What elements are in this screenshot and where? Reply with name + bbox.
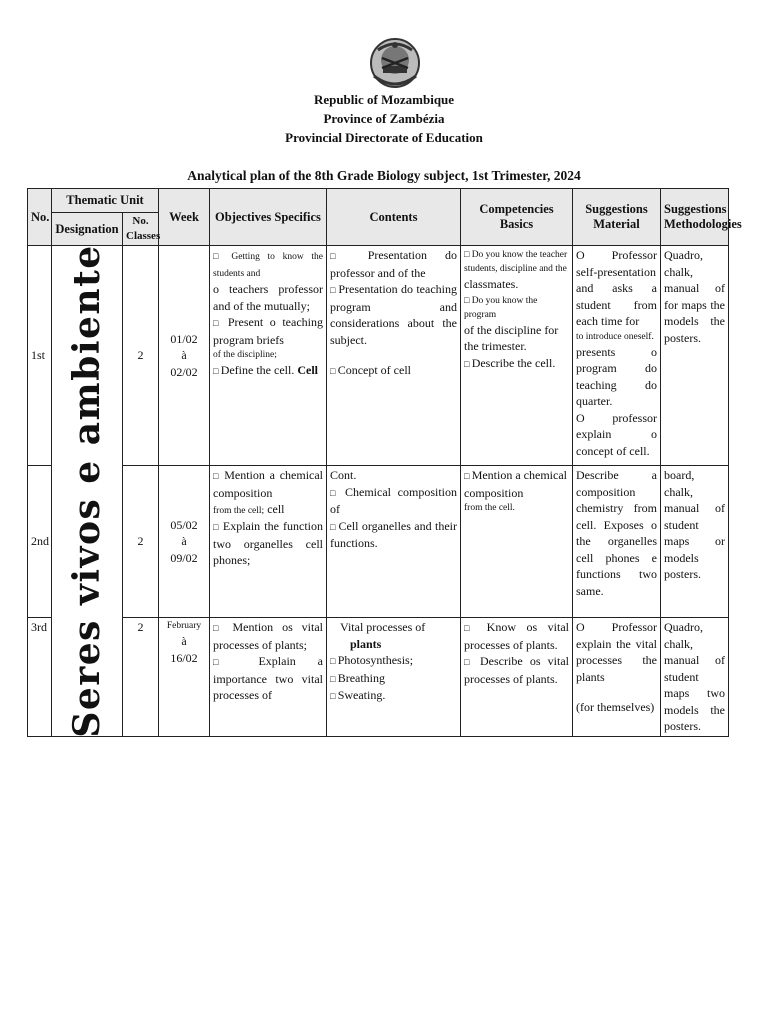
objective-2: □ Explain the function two organelles cell phones; xyxy=(213,518,323,569)
methodologies-cell: Quadro, chalk, manual of for maps the models the posters. xyxy=(661,246,729,466)
plan-title: Analytical plan of the 8th Grade Biology subject, 1st Trimester, 2024 xyxy=(187,168,581,183)
competency-3: □ Describe the cell. xyxy=(464,355,569,373)
table-row xyxy=(28,246,729,466)
week-start: 05/02 xyxy=(170,517,198,532)
material-cell xyxy=(573,618,661,737)
material-1: O Professor self-presentation and asks a student from each time for xyxy=(576,248,657,328)
week-end: 09/02 xyxy=(170,550,198,565)
header-material: Suggestions Material xyxy=(573,189,661,246)
week-sep: à xyxy=(181,348,187,363)
content-2: □ Presentation do teaching program and considerations about the subject. xyxy=(330,281,457,348)
classes-count: 2 xyxy=(123,466,159,618)
competencies-cell xyxy=(461,246,573,466)
week-month: February xyxy=(166,621,202,631)
objective-1a: □ Getting to know the students and xyxy=(213,252,323,279)
row-number: 3rd xyxy=(28,618,52,737)
competencies-cell xyxy=(461,466,573,618)
content-2: □ Chemical composition of xyxy=(330,484,457,518)
content-2: □ Photosynthesis; xyxy=(330,652,457,670)
directorate-name: Provincial Directorate of Education xyxy=(285,130,483,145)
objective-1: □ Mention os vital processes of plants; xyxy=(213,619,323,653)
competency-2: □ Describe os vital processes of plants. xyxy=(464,653,569,687)
classes-count: 2 xyxy=(123,618,159,737)
unit-designation-cell xyxy=(52,246,123,737)
objectives-cell xyxy=(210,246,327,466)
contents-cell xyxy=(327,246,461,466)
objective-2b: of the discipline; xyxy=(213,350,277,360)
header-designation: Designation xyxy=(52,213,123,246)
methodologies-cell: Quadro, chalk, manual of student maps two models the posters. xyxy=(661,618,729,737)
content-1-bold: plants xyxy=(350,636,382,651)
objective-1b: from the cell; xyxy=(213,506,265,516)
analytical-plan-table xyxy=(27,188,742,738)
material-cell xyxy=(573,246,661,466)
country-name: Republic of Mozambique xyxy=(313,92,455,107)
header-competencies: Competencies Basics xyxy=(461,189,573,246)
objective-3: Define the cell. xyxy=(220,363,295,377)
week-range xyxy=(159,246,210,466)
objectives-cell xyxy=(210,618,327,737)
row-number: 2nd xyxy=(28,466,52,618)
material-1: O Professor explain the vital processes the plants xyxy=(576,620,657,684)
week-range xyxy=(159,466,210,618)
competency-2b: of the discipline for the trimester. xyxy=(464,322,559,353)
competency-1b: classmates. xyxy=(464,277,519,291)
contents-cell xyxy=(327,618,461,737)
material-cell: Describe a composition chemistry from cell. Exposes o the organelles cell phones e functions two same. xyxy=(573,466,661,618)
content-3: □ Concept of cell xyxy=(330,362,457,380)
objective-2: □ Explain a importance two vital processes of xyxy=(213,653,323,704)
header-contents: Contents xyxy=(327,189,461,246)
content-1: □ Presentation do professor and of the xyxy=(330,247,457,281)
row-number: 1st xyxy=(28,246,52,466)
contents-cell xyxy=(327,466,461,618)
header-objectives: Objectives Specifics xyxy=(210,189,327,246)
objective-3-bold: Cell xyxy=(297,363,318,377)
week-end: 16/02 xyxy=(170,650,198,665)
content-1: Cont. xyxy=(330,468,357,482)
methodologies-cell: board, chalk, manual of student maps or models posters. xyxy=(661,466,729,618)
objective-1c: cell xyxy=(267,502,285,516)
competency-1: □ Mention a chemical composition xyxy=(464,467,569,501)
header-no-classes: No. Classes xyxy=(123,213,159,246)
competency-2a: □ Do you know the program xyxy=(464,293,569,322)
material-1b: to introduce oneself. xyxy=(576,331,654,342)
table-row xyxy=(28,618,729,737)
content-4: □ Sweating. xyxy=(330,687,457,705)
material-2: (for themselves) xyxy=(576,700,655,714)
week-sep: à xyxy=(181,634,187,648)
competency-1: □ Know os vital processes of plants. xyxy=(464,619,569,653)
competency-1b: from the cell. xyxy=(464,503,515,513)
material-2: presents o program do teaching do quarter. xyxy=(576,344,657,408)
header-no: No. xyxy=(28,189,52,246)
coat-of-arms-icon xyxy=(366,36,424,92)
objectives-cell xyxy=(210,466,327,618)
week-end: 02/02 xyxy=(170,364,198,379)
content-3: □ Cell organelles and their functions. xyxy=(330,518,457,552)
competency-1a: □ Do you know the teacher students, discipline and the xyxy=(464,247,569,276)
objective-1: □ Mention a chemical composition xyxy=(213,467,323,501)
header-thematic-unit: Thematic Unit xyxy=(52,189,159,213)
content-1: Vital processes of xyxy=(340,620,426,634)
competencies-cell xyxy=(461,618,573,737)
content-3: □ Breathing xyxy=(330,670,457,688)
header-week: Week xyxy=(159,189,210,246)
classes-count: 2 xyxy=(123,246,159,466)
unit-designation: Seres vivos e ambiente xyxy=(65,244,108,738)
material-3: O professor explain o concept of cell. xyxy=(576,410,657,458)
table-row xyxy=(28,466,729,618)
week-start: 01/02 xyxy=(170,331,198,346)
province-name: Province of Zambézia xyxy=(323,111,445,126)
week-sep: à xyxy=(181,534,187,549)
objective-2: □ Present o teaching program briefs xyxy=(213,314,323,348)
week-range xyxy=(159,618,210,737)
objective-1b: o teachers professor and of the mutually; xyxy=(213,282,323,313)
header-methodologies: Suggestions Methodologies xyxy=(661,189,729,246)
